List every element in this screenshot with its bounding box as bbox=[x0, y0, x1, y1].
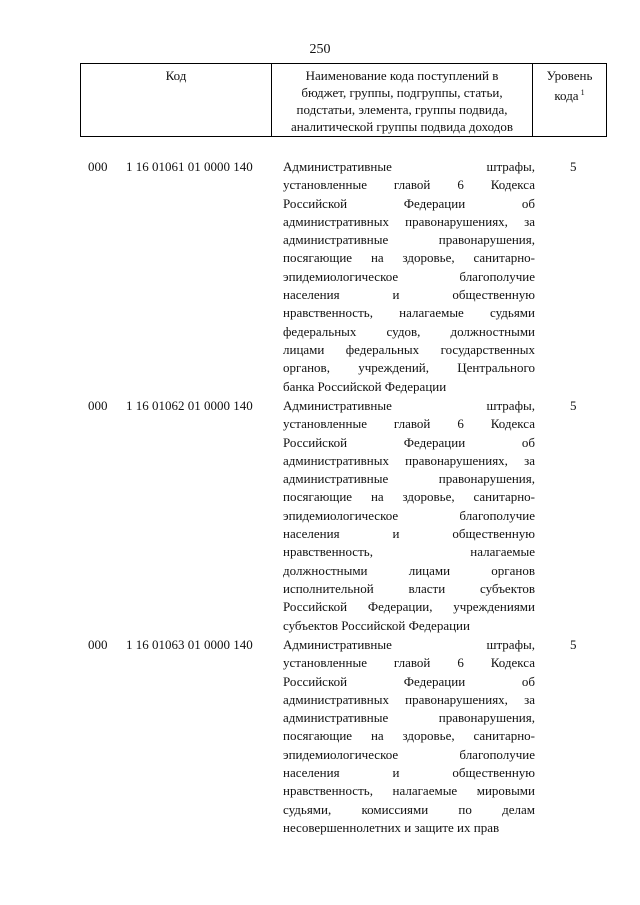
revenue-code: 1 16 01063 01 0000 140 bbox=[126, 637, 253, 652]
description-line: административные правонарушения, bbox=[283, 232, 535, 248]
description-line: лицами федеральных государственных bbox=[283, 341, 535, 357]
header-level-suffix: кода bbox=[554, 88, 579, 103]
revenue-description bbox=[283, 636, 535, 837]
header-name-line: аналитической группы подвида доходов bbox=[290, 119, 514, 134]
description-line: Российской Федерации об bbox=[283, 434, 535, 450]
description-line: нравственность, налагаемые судьями bbox=[283, 305, 535, 321]
description-line: Административные штрафы, bbox=[283, 159, 535, 174]
description-line: эпидемиологическое благополучие bbox=[283, 507, 535, 523]
header-code: Код bbox=[165, 68, 187, 83]
header-level bbox=[533, 64, 606, 136]
code-level: 5 bbox=[570, 398, 577, 413]
header-level-label: Уровень bbox=[546, 68, 593, 83]
revenue-code: 1 16 01062 01 0000 140 bbox=[126, 398, 253, 413]
description-line: эпидемиологическое благополучие bbox=[283, 268, 535, 284]
header-level-line2 bbox=[533, 84, 606, 104]
description-line: Административные штрафы, bbox=[283, 398, 535, 413]
footnote-marker: 1 bbox=[580, 88, 585, 97]
description-line: населения и общественную bbox=[283, 526, 535, 542]
description-line: федеральных судов, должностными bbox=[283, 323, 535, 339]
description-line: должностными лицами органов bbox=[283, 562, 535, 578]
description-line: субъектов Российской Федерации bbox=[283, 617, 470, 633]
page-number: 250 bbox=[309, 42, 331, 57]
description-line: банка Российской Федерации bbox=[283, 378, 447, 394]
header-name-line: Наименование кода поступлений в bbox=[305, 68, 499, 83]
description-line: населения и общественную bbox=[283, 287, 535, 303]
description-line: Российской Федерации, учреждениями bbox=[283, 599, 535, 615]
description-line: Российской Федерации об bbox=[283, 673, 535, 689]
code-level: 5 bbox=[570, 159, 577, 174]
header-name-line: подстатьи, элемента, группы подвида, bbox=[296, 102, 508, 117]
description-line: органов, учреждений, Центрального bbox=[283, 360, 535, 376]
description-line: посягающие на здоровье, санитарно- bbox=[283, 250, 535, 266]
description-line: установленные главой 6 Кодекса bbox=[283, 655, 535, 671]
description-line: Административные штрафы, bbox=[283, 637, 535, 652]
description-line: нравственность, налагаемые мировыми bbox=[283, 783, 535, 799]
code-level: 5 bbox=[570, 637, 577, 652]
description-line: административных правонарушениях, за bbox=[283, 213, 535, 229]
description-line: несовершеннолетних и защите их прав bbox=[283, 819, 500, 835]
description-line: посягающие на здоровье, санитарно- bbox=[283, 728, 535, 744]
description-line: нравственность, налагаемые bbox=[283, 544, 535, 560]
admin-code: 000 bbox=[88, 637, 108, 652]
header-name bbox=[271, 64, 533, 136]
description-line: эпидемиологическое благополучие bbox=[283, 746, 535, 762]
description-line: судьями, комиссиями по делам bbox=[283, 801, 535, 817]
revenue-code: 1 16 01061 01 0000 140 bbox=[126, 159, 253, 174]
description-line: административных правонарушениях, за bbox=[283, 691, 535, 707]
description-line: исполнительной власти субъектов bbox=[283, 580, 535, 596]
description-line: Российской Федерации об bbox=[283, 195, 535, 211]
description-line: административные правонарушения, bbox=[283, 471, 535, 487]
description-line: посягающие на здоровье, санитарно- bbox=[283, 489, 535, 505]
description-line: установленные главой 6 Кодекса bbox=[283, 177, 535, 193]
revenue-description bbox=[283, 158, 535, 396]
description-line: установленные главой 6 Кодекса bbox=[283, 416, 535, 432]
description-line: административных правонарушениях, за bbox=[283, 452, 535, 468]
admin-code: 000 bbox=[88, 398, 108, 413]
description-line: населения и общественную bbox=[283, 765, 535, 781]
description-line: административные правонарушения, bbox=[283, 710, 535, 726]
table-header bbox=[80, 63, 607, 137]
revenue-description bbox=[283, 397, 535, 635]
header-name-line: бюджет, группы, подгруппы, статьи, bbox=[301, 85, 503, 100]
admin-code: 000 bbox=[88, 159, 108, 174]
